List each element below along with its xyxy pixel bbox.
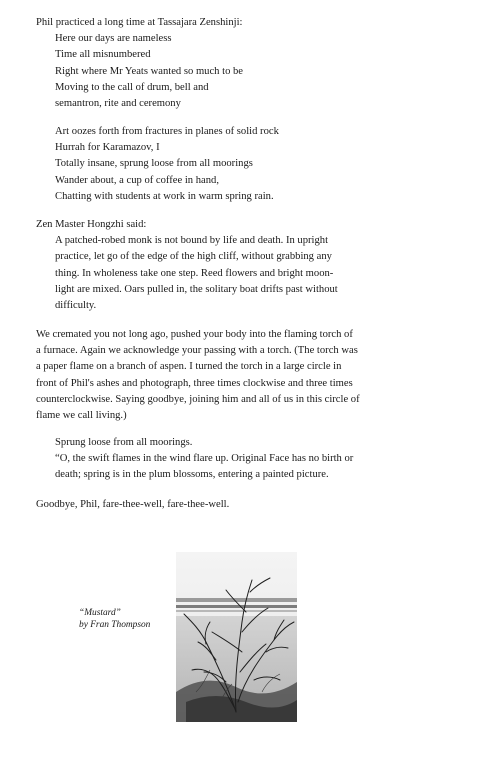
artwork-title: “Mustard” — [79, 608, 121, 618]
quote-intro: Zen Master Hongzhi said: — [36, 219, 147, 230]
mustard-artwork-image — [176, 552, 297, 722]
poem-line: Here our days are nameless — [55, 33, 172, 45]
poem-line: Time all misnumbered — [55, 49, 151, 61]
quote-line: A patched-robed monk is not bound by life and death. In upright — [55, 235, 329, 247]
tassajara-poem — [36, 15, 460, 112]
paragraph-line: front of Phil's ashes and photograph, three times clockwise and three times — [36, 377, 353, 389]
poem-line: Totally insane, sprung loose from all moorings — [55, 158, 253, 170]
paragraph-line: We cremated you not long ago, pushed your body into the flaming torch of — [36, 329, 353, 340]
poem-line: Hurrah for Karamazov, I — [55, 142, 160, 154]
passage-line: Sprung loose from all moorings. — [55, 437, 193, 448]
quote-line: practice, let go of the edge of the high cliff, without grabbing any — [55, 251, 332, 263]
poem-line: Wander about, a cup of coffee in hand, — [55, 174, 219, 186]
closing-line: Goodbye, Phil, fare-thee-well, fare-thee-well. — [36, 499, 230, 510]
closing-line-block — [36, 497, 460, 513]
quote-line: difficulty. — [55, 300, 97, 312]
artwork-caption — [79, 608, 150, 631]
hongzhi-quote — [36, 217, 460, 314]
cremation-paragraph — [36, 327, 460, 424]
poem-line: semantron, rite and ceremony — [55, 98, 181, 110]
quote-line: light are mixed. Oars pulled in, the solitary boat drifts past without — [55, 283, 338, 295]
sprung-loose-passage — [36, 435, 460, 484]
poem-intro: Phil practiced a long time at Tassajara Zenshinji: — [36, 17, 243, 28]
poem-line: Art oozes forth from fractures in planes of solid rock — [55, 126, 279, 137]
paragraph-line: a paper flame on a branch of aspen. I turned the torch in a large circle in — [36, 361, 342, 373]
passage-line: death; spring is in the plum blossoms, entering a painted picture. — [55, 469, 329, 481]
quote-line: thing. In wholeness take one step. Reed flowers and bright moon- — [55, 267, 334, 279]
poem-line: Right where Mr Yeats wanted so much to be — [55, 65, 244, 77]
tassajara-poem-stanza-2 — [36, 124, 460, 205]
paragraph-line: counterclockwise. Saying goodbye, joining him and all of us in this circle of — [36, 393, 360, 405]
passage-line: “O, the swift flames in the wind flare up. Original Face has no birth or — [55, 453, 354, 465]
poem-line: Moving to the call of drum, bell and — [55, 81, 209, 93]
paragraph-line: a furnace. Again we acknowledge your passing with a torch. (The torch was — [36, 345, 358, 357]
mustard-plant-illustration — [176, 552, 297, 722]
artwork-byline: by Fran Thompson — [79, 619, 151, 630]
poem-line: Chatting with students at work in warm spring rain. — [55, 190, 274, 202]
paragraph-line: flame we call living.) — [36, 410, 127, 422]
